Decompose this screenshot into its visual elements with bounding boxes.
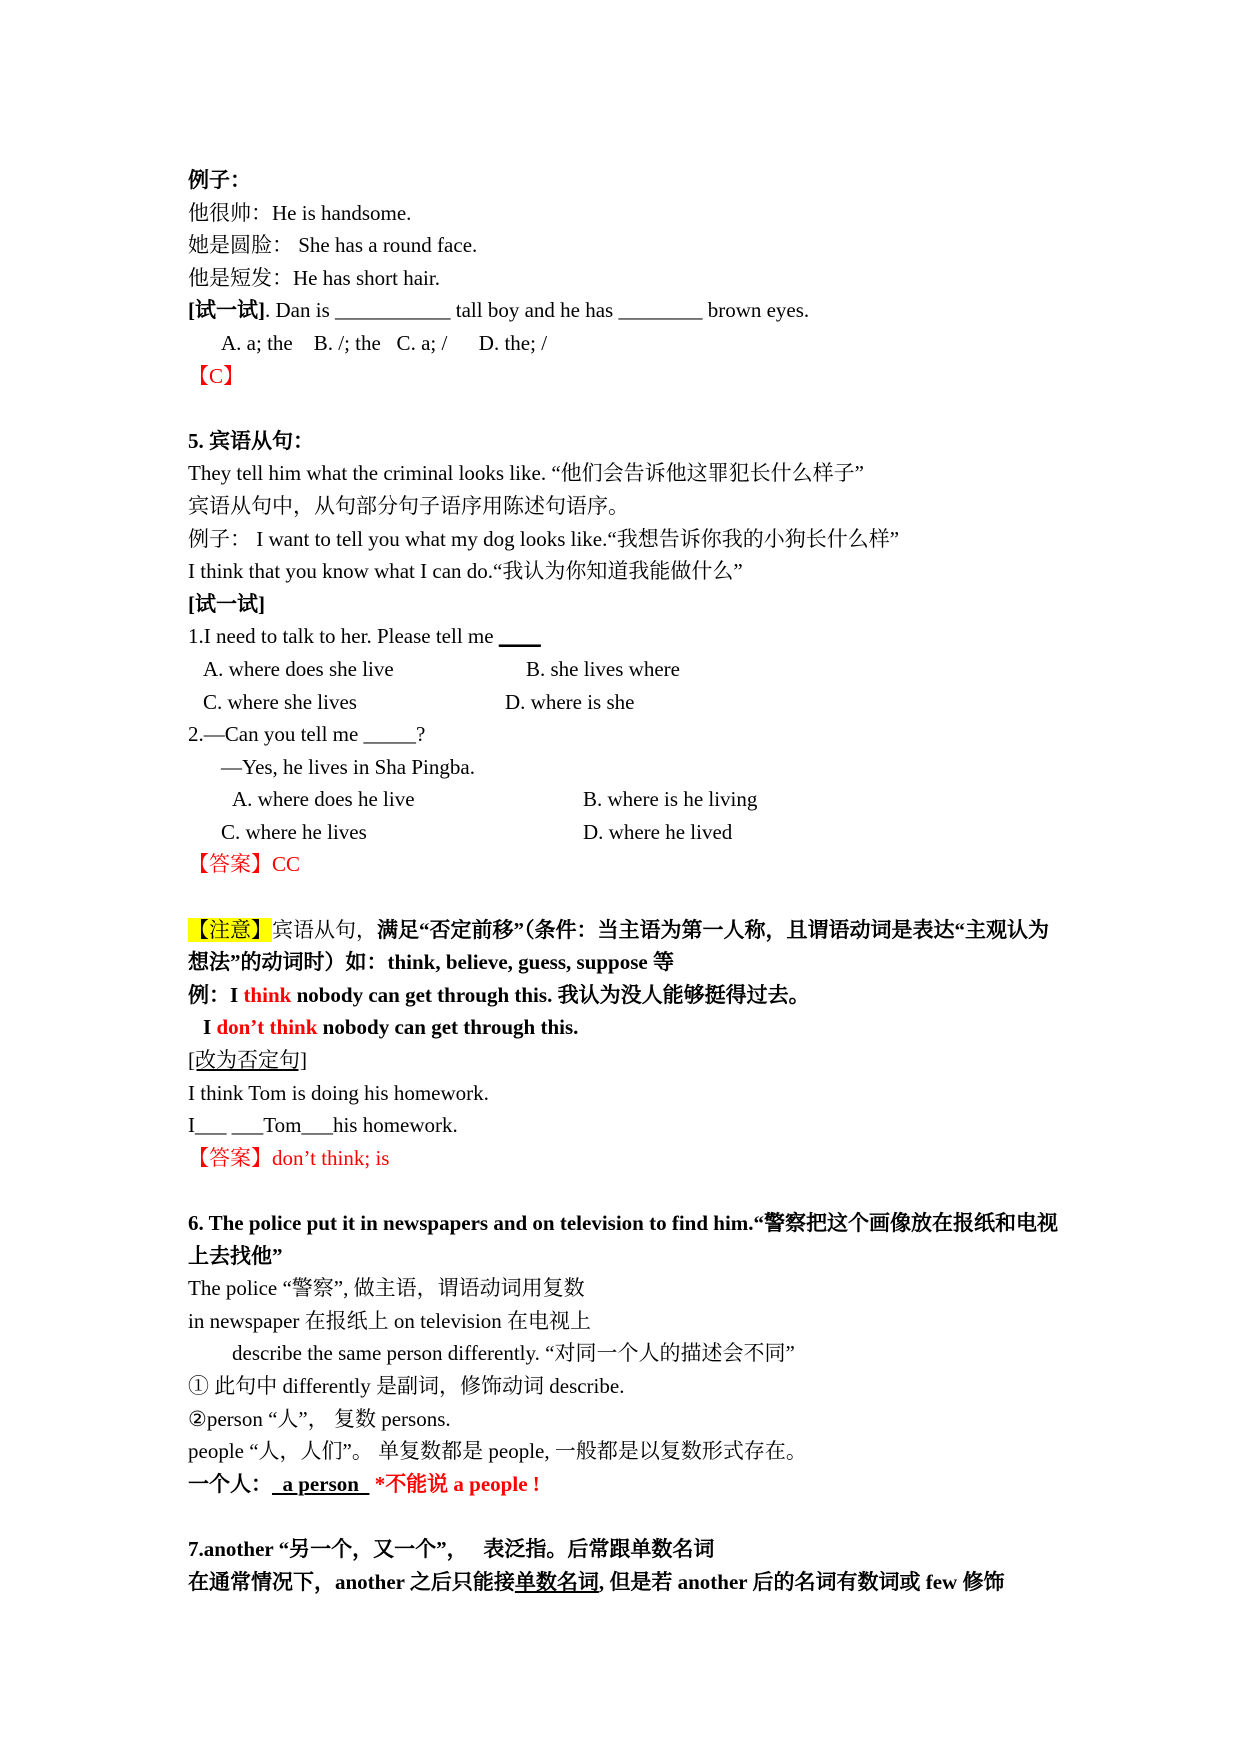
l7-underlined: a person [272, 1471, 370, 1496]
l7-red: *不能说 a people ! [369, 1471, 540, 1496]
section-6-line-6: people “人，人们”。 单复数都是 people, 一般都是以复数形式存在。 [188, 1439, 807, 1464]
example-line-1: 他很帅：He is handsome. [188, 200, 412, 225]
note-ex1-prefix: 例：I [188, 982, 244, 1007]
change-label [188, 1044, 1068, 1077]
section-5-line-3: 例子： I want to tell you what my dog looks like.“我想告诉你我的小狗长什么样” [188, 526, 900, 551]
q1-option-c: C. where she lives [203, 689, 357, 714]
note-plain: 宾语从句， [272, 917, 377, 942]
note-bold: 满足“否定前移”（条件：当主语为第一人称，且谓语动词是表达“主观认为想法”的动词时）如：think, believe, guess, suppose 等 [188, 917, 1049, 975]
section-5-heading: 5. 宾语从句： [188, 428, 314, 453]
q1-option-d: D. where is she [505, 689, 635, 714]
question-1-options-cd [188, 686, 1068, 719]
spacer [188, 1500, 1068, 1533]
example-line-2: 她是圆脸： She has a round face. [188, 233, 478, 258]
section-6-line-7 [188, 1468, 1068, 1501]
section-5-line-1: They tell him what the criminal looks like. “他们会告诉他这罪犯长什么样子” [188, 461, 864, 486]
question-2: 2.—Can you tell me _____? [188, 722, 426, 747]
note-answer: 【答案】don’t think; is [188, 1145, 390, 1170]
spacer [188, 1174, 1068, 1207]
q1-option-a: A. where does she live [203, 656, 394, 681]
q2-option-b: B. where is he living [583, 787, 758, 812]
spacer [188, 392, 1068, 425]
example-line-3: 他是短发：He has short hair. [188, 265, 440, 290]
change-line-1: I think Tom is doing his homework. [188, 1080, 489, 1105]
q1-option-b: B. she lives where [526, 656, 680, 681]
section-5-try-label: [试一试] [188, 591, 265, 616]
note-ex2-prefix: I [203, 1015, 217, 1040]
try-options: A. a; the B. /; the C. a; / D. the; / [221, 330, 548, 355]
change-label-text: [改为否定句] [188, 1048, 307, 1073]
section-6-line-4: ① 此句中 differently 是副词，修饰动词 describe. [188, 1373, 625, 1398]
try-answer: 【C】 [188, 363, 245, 388]
question-2-options-cd [188, 816, 1068, 849]
try-question-text: . Dan is ___________ tall boy and he has ________ brown eyes. [265, 298, 810, 323]
spacer [188, 881, 1068, 914]
section-5-line-4: I think that you know what I can do.“我认为你知道我能做什么” [188, 559, 743, 584]
note-ex2-red: don’t think [216, 1015, 318, 1040]
section-7-heading: 7.another “另一个，又一个”， 表泛指。后常跟单数名词 [188, 1536, 715, 1561]
section-6-line-5: ②person “人”， 复数 persons. [188, 1406, 451, 1431]
try-question [188, 294, 1068, 327]
note-ex1-rest: nobody can get through this. 我认为没人能够挺得过去。 [291, 982, 810, 1007]
s7-l1-underlined: 单数名词 [514, 1569, 599, 1594]
question-1-options-ab [188, 653, 1068, 686]
example-heading: 例子： [188, 168, 251, 192]
try-label: [试一试] [188, 298, 265, 323]
q2-option-a: A. where does he live [232, 787, 415, 812]
q2-option-d: D. where he lived [583, 819, 733, 844]
question-1 [188, 620, 1068, 653]
question-1-blank: ____ [498, 624, 541, 649]
section-5-line-2: 宾语从句中，从句部分句子语序用陈述句语序。 [188, 493, 629, 518]
question-2-reply: —Yes, he lives in Sha Pingba. [221, 754, 475, 779]
section-7-line-1 [188, 1566, 1068, 1599]
document-page [188, 164, 1068, 1598]
note-example-1 [188, 979, 1068, 1012]
note-paragraph [188, 914, 1068, 979]
s7-l1-b: , 但是若 another 后的名词有数词或 few 修饰 [598, 1569, 1005, 1594]
section-6-line-3: describe the same person differently. “对同一个人的描述会不同” [232, 1341, 795, 1366]
question-1-text: 1.I need to talk to her. Please tell me [188, 624, 499, 649]
section-6-line-1: The police “警察”, 做主语，谓语动词用复数 [188, 1276, 585, 1301]
note-label: 【注意】 [188, 917, 272, 942]
q2-option-c: C. where he lives [221, 819, 367, 844]
section-6-heading: 6. The police put it in newspapers and on television to find him.“警察把这个画像放在报纸和电视上去找他” [188, 1211, 1059, 1268]
change-line-2: I___ ___Tom___his homework. [188, 1113, 458, 1138]
s7-l1-a: 在通常情况下，another 之后只能接 [188, 1569, 515, 1594]
note-ex1-red: think [243, 982, 292, 1007]
section-5-answer: 【答案】CC [188, 852, 301, 877]
note-ex2-rest: nobody can get through this. [317, 1015, 579, 1040]
question-2-options-ab [188, 783, 1068, 816]
note-example-2 [188, 1011, 1068, 1044]
l7-prefix: 一个人： [188, 1471, 272, 1496]
section-6-line-2: in newspaper 在报纸上 on television 在电视上 [188, 1308, 592, 1333]
